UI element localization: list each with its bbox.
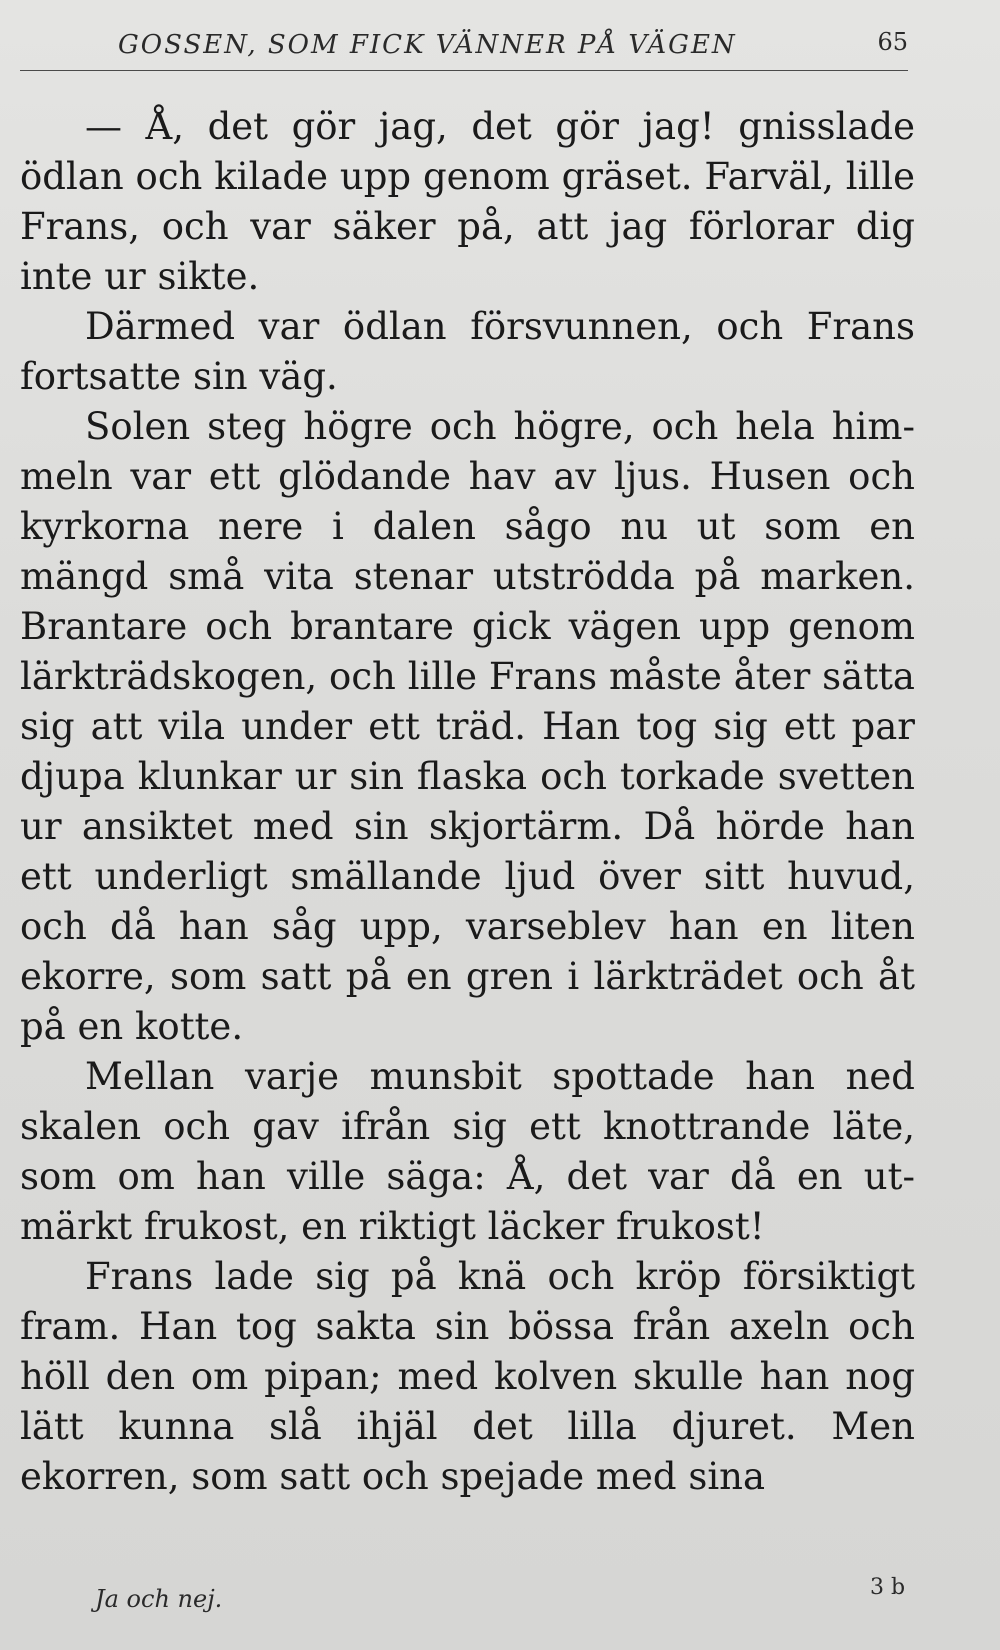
running-head	[20, 20, 908, 71]
footer-book-title: Ja och nej.	[95, 1585, 223, 1613]
running-title: GOSSEN, SOM FICK VÄNNER PÅ VÄGEN	[118, 30, 737, 60]
body-text	[20, 102, 915, 1502]
page-number: 65	[877, 28, 908, 56]
paragraph: Mellan varje munsbit spottade han ned skalen och gav ifrån sig ett knottrande läte, som om han ville säga: Å, det var då en utmärkt frukost, en riktigt läcker frukost!	[20, 1055, 915, 1248]
page-footer	[0, 1575, 1000, 1625]
paragraph: — Å, det gör jag, det gör jag! gnisslade ödlan och kilade upp genom gräset. Farväl, lille Frans, och var säker på, att jag förlorar dig inte ur sikte.	[20, 105, 915, 298]
paragraph: Frans lade sig på knä och kröp försiktigt fram. Han tog sakta sin bössa från axeln och höll den om pipan; med kolven skulle han nog lätt kunna slå ihjäl det lilla djuret. Men ekorren, som satt och spejade med sina	[20, 1255, 915, 1498]
paragraph: Solen steg högre och högre, och hela himmeln var ett glödande hav av ljus. Husen och kyrkorna nere i dalen sågo nu ut som en mängd små vita stenar utströdda på marken. Brantare och brantare gick vägen upp genom lärkträdskogen, och lille Frans måste åter sätta sig att vila under ett träd. Han tog sig ett par djupa klunkar ur sin flaska och torkade svetten ur ansiktet med sin skjortärm. Då hörde han ett underligt smällande ljud över sitt huvud, och då han såg upp, varseblev han en liten ekorre, som satt på en gren i lärkträdet och åt på en kotte.	[20, 405, 915, 1048]
signature-mark: 3 b	[870, 1575, 906, 1600]
paragraph: Därmed var ödlan försvunnen, och Frans fortsatte sin väg.	[20, 305, 915, 398]
